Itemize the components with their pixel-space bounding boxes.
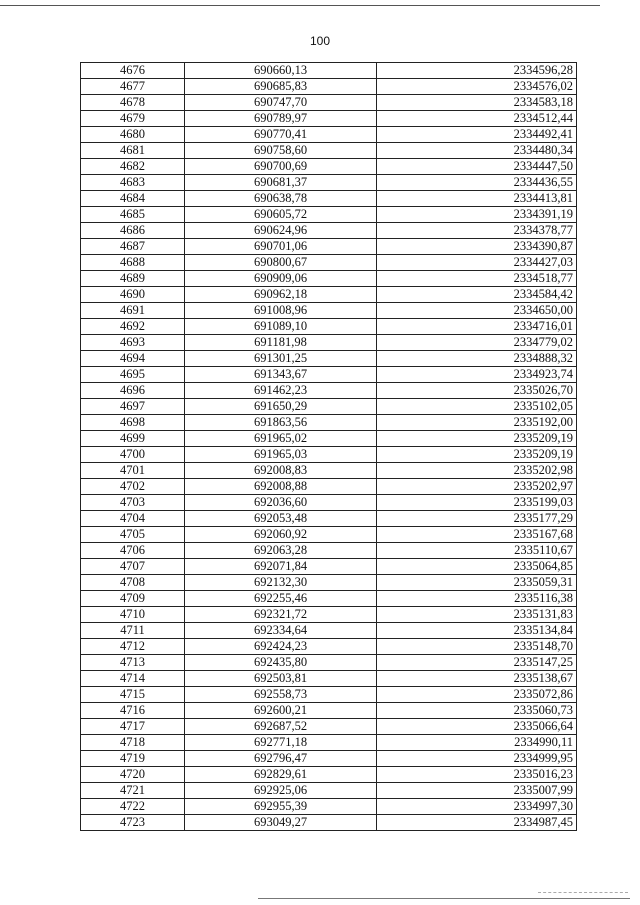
x-coordinate-cell: 692687,52 (185, 719, 377, 735)
table-row (81, 383, 577, 399)
y-coordinate-cell: 2334413,81 (377, 191, 577, 207)
table-row (81, 799, 577, 815)
point-number-cell: 4710 (81, 607, 185, 623)
y-coordinate-cell: 2334576,02 (377, 79, 577, 95)
table-row (81, 575, 577, 591)
point-number-cell: 4678 (81, 95, 185, 111)
y-coordinate-cell: 2334987,45 (377, 815, 577, 831)
x-coordinate-cell: 692435,80 (185, 655, 377, 671)
table-row (81, 127, 577, 143)
point-number-cell: 4711 (81, 623, 185, 639)
table-row (81, 159, 577, 175)
x-coordinate-cell: 692558,73 (185, 687, 377, 703)
table-row (81, 591, 577, 607)
y-coordinate-cell: 2334650,00 (377, 303, 577, 319)
y-coordinate-cell: 2335192,00 (377, 415, 577, 431)
y-coordinate-cell: 2335016,23 (377, 767, 577, 783)
point-number-cell: 4723 (81, 815, 185, 831)
y-coordinate-cell: 2335110,67 (377, 543, 577, 559)
x-coordinate-cell: 690681,37 (185, 175, 377, 191)
y-coordinate-cell: 2335202,97 (377, 479, 577, 495)
y-coordinate-cell: 2335059,31 (377, 575, 577, 591)
x-coordinate-cell: 692796,47 (185, 751, 377, 767)
scan-mark (538, 892, 628, 894)
table-row (81, 367, 577, 383)
table-row (81, 271, 577, 287)
x-coordinate-cell: 692132,30 (185, 575, 377, 591)
x-coordinate-cell: 691008,96 (185, 303, 377, 319)
point-number-cell: 4686 (81, 223, 185, 239)
table-row (81, 751, 577, 767)
y-coordinate-cell: 2334999,95 (377, 751, 577, 767)
x-coordinate-cell: 690638,78 (185, 191, 377, 207)
x-coordinate-cell: 691863,56 (185, 415, 377, 431)
table-row (81, 479, 577, 495)
table-row (81, 319, 577, 335)
x-coordinate-cell: 692503,81 (185, 671, 377, 687)
table-row (81, 607, 577, 623)
coordinates-table-body (81, 63, 577, 831)
table-row (81, 431, 577, 447)
x-coordinate-cell: 692955,39 (185, 799, 377, 815)
y-coordinate-cell: 2334584,42 (377, 287, 577, 303)
y-coordinate-cell: 2334779,02 (377, 335, 577, 351)
point-number-cell: 4679 (81, 111, 185, 127)
y-coordinate-cell: 2334990,11 (377, 735, 577, 751)
y-coordinate-cell: 2334888,32 (377, 351, 577, 367)
y-coordinate-cell: 2335167,68 (377, 527, 577, 543)
table-row (81, 63, 577, 79)
y-coordinate-cell: 2335134,84 (377, 623, 577, 639)
x-coordinate-cell: 693049,27 (185, 815, 377, 831)
x-coordinate-cell: 690800,67 (185, 255, 377, 271)
y-coordinate-cell: 2335202,98 (377, 463, 577, 479)
table-row (81, 191, 577, 207)
x-coordinate-cell: 690770,41 (185, 127, 377, 143)
point-number-cell: 4692 (81, 319, 185, 335)
x-coordinate-cell: 690701,06 (185, 239, 377, 255)
y-coordinate-cell: 2335060,73 (377, 703, 577, 719)
x-coordinate-cell: 690685,83 (185, 79, 377, 95)
x-coordinate-cell: 692925,06 (185, 783, 377, 799)
table-row (81, 175, 577, 191)
point-number-cell: 4715 (81, 687, 185, 703)
x-coordinate-cell: 691650,29 (185, 399, 377, 415)
y-coordinate-cell: 2335147,25 (377, 655, 577, 671)
y-coordinate-cell: 2335148,70 (377, 639, 577, 655)
table-row (81, 223, 577, 239)
point-number-cell: 4684 (81, 191, 185, 207)
point-number-cell: 4683 (81, 175, 185, 191)
point-number-cell: 4706 (81, 543, 185, 559)
point-number-cell: 4694 (81, 351, 185, 367)
y-coordinate-cell: 2335007,99 (377, 783, 577, 799)
point-number-cell: 4712 (81, 639, 185, 655)
table-row (81, 415, 577, 431)
table-row (81, 239, 577, 255)
y-coordinate-cell: 2335102,05 (377, 399, 577, 415)
point-number-cell: 4722 (81, 799, 185, 815)
point-number-cell: 4705 (81, 527, 185, 543)
top-rule (0, 5, 600, 6)
y-coordinate-cell: 2335064,85 (377, 559, 577, 575)
point-number-cell: 4695 (81, 367, 185, 383)
table-row (81, 255, 577, 271)
point-number-cell: 4676 (81, 63, 185, 79)
x-coordinate-cell: 690747,70 (185, 95, 377, 111)
x-coordinate-cell: 692053,48 (185, 511, 377, 527)
point-number-cell: 4714 (81, 671, 185, 687)
table-row (81, 543, 577, 559)
point-number-cell: 4693 (81, 335, 185, 351)
x-coordinate-cell: 692321,72 (185, 607, 377, 623)
table-row (81, 623, 577, 639)
point-number-cell: 4677 (81, 79, 185, 95)
x-coordinate-cell: 691462,23 (185, 383, 377, 399)
point-number-cell: 4702 (81, 479, 185, 495)
x-coordinate-cell: 690700,69 (185, 159, 377, 175)
table-row (81, 79, 577, 95)
point-number-cell: 4704 (81, 511, 185, 527)
x-coordinate-cell: 692255,46 (185, 591, 377, 607)
y-coordinate-cell: 2334447,50 (377, 159, 577, 175)
table-row (81, 671, 577, 687)
x-coordinate-cell: 690660,13 (185, 63, 377, 79)
x-coordinate-cell: 690758,60 (185, 143, 377, 159)
point-number-cell: 4701 (81, 463, 185, 479)
x-coordinate-cell: 691343,67 (185, 367, 377, 383)
y-coordinate-cell: 2335199,03 (377, 495, 577, 511)
table-row (81, 95, 577, 111)
table-row (81, 687, 577, 703)
y-coordinate-cell: 2334596,28 (377, 63, 577, 79)
point-number-cell: 4696 (81, 383, 185, 399)
y-coordinate-cell: 2335209,19 (377, 431, 577, 447)
x-coordinate-cell: 692008,88 (185, 479, 377, 495)
y-coordinate-cell: 2335131,83 (377, 607, 577, 623)
table-row (81, 287, 577, 303)
y-coordinate-cell: 2334391,19 (377, 207, 577, 223)
bottom-rule (258, 898, 630, 899)
y-coordinate-cell: 2335072,86 (377, 687, 577, 703)
table-row (81, 559, 577, 575)
y-coordinate-cell: 2335177,29 (377, 511, 577, 527)
point-number-cell: 4685 (81, 207, 185, 223)
x-coordinate-cell: 691301,25 (185, 351, 377, 367)
x-coordinate-cell: 690605,72 (185, 207, 377, 223)
point-number-cell: 4698 (81, 415, 185, 431)
y-coordinate-cell: 2334436,55 (377, 175, 577, 191)
point-number-cell: 4717 (81, 719, 185, 735)
point-number-cell: 4716 (81, 703, 185, 719)
y-coordinate-cell: 2335138,67 (377, 671, 577, 687)
table-row (81, 399, 577, 415)
y-coordinate-cell: 2334378,77 (377, 223, 577, 239)
y-coordinate-cell: 2334716,01 (377, 319, 577, 335)
x-coordinate-cell: 692600,21 (185, 703, 377, 719)
point-number-cell: 4689 (81, 271, 185, 287)
y-coordinate-cell: 2335209,19 (377, 447, 577, 463)
point-number-cell: 4700 (81, 447, 185, 463)
table-row (81, 111, 577, 127)
table-row (81, 815, 577, 831)
point-number-cell: 4699 (81, 431, 185, 447)
table-row (81, 303, 577, 319)
table-row (81, 735, 577, 751)
point-number-cell: 4690 (81, 287, 185, 303)
point-number-cell: 4703 (81, 495, 185, 511)
x-coordinate-cell: 692036,60 (185, 495, 377, 511)
table-row (81, 463, 577, 479)
table-row (81, 335, 577, 351)
x-coordinate-cell: 690962,18 (185, 287, 377, 303)
point-number-cell: 4681 (81, 143, 185, 159)
x-coordinate-cell: 692071,84 (185, 559, 377, 575)
table-row (81, 143, 577, 159)
point-number-cell: 4680 (81, 127, 185, 143)
point-number-cell: 4719 (81, 751, 185, 767)
y-coordinate-cell: 2334512,44 (377, 111, 577, 127)
table-row (81, 207, 577, 223)
y-coordinate-cell: 2334480,34 (377, 143, 577, 159)
y-coordinate-cell: 2335116,38 (377, 591, 577, 607)
y-coordinate-cell: 2334518,77 (377, 271, 577, 287)
point-number-cell: 4691 (81, 303, 185, 319)
y-coordinate-cell: 2335026,70 (377, 383, 577, 399)
y-coordinate-cell: 2335066,64 (377, 719, 577, 735)
table-row (81, 527, 577, 543)
point-number-cell: 4707 (81, 559, 185, 575)
coordinates-table (80, 62, 577, 831)
point-number-cell: 4682 (81, 159, 185, 175)
x-coordinate-cell: 692771,18 (185, 735, 377, 751)
point-number-cell: 4721 (81, 783, 185, 799)
table-row (81, 703, 577, 719)
table-row (81, 495, 577, 511)
table-row (81, 719, 577, 735)
table-row (81, 351, 577, 367)
x-coordinate-cell: 691181,98 (185, 335, 377, 351)
x-coordinate-cell: 691965,02 (185, 431, 377, 447)
x-coordinate-cell: 692060,92 (185, 527, 377, 543)
x-coordinate-cell: 692334,64 (185, 623, 377, 639)
table-row (81, 655, 577, 671)
y-coordinate-cell: 2334923,74 (377, 367, 577, 383)
point-number-cell: 4713 (81, 655, 185, 671)
point-number-cell: 4720 (81, 767, 185, 783)
y-coordinate-cell: 2334427,03 (377, 255, 577, 271)
y-coordinate-cell: 2334492,41 (377, 127, 577, 143)
y-coordinate-cell: 2334390,87 (377, 239, 577, 255)
point-number-cell: 4688 (81, 255, 185, 271)
point-number-cell: 4709 (81, 591, 185, 607)
point-number-cell: 4697 (81, 399, 185, 415)
point-number-cell: 4687 (81, 239, 185, 255)
x-coordinate-cell: 692829,61 (185, 767, 377, 783)
x-coordinate-cell: 690909,06 (185, 271, 377, 287)
table-row (81, 511, 577, 527)
table-row (81, 783, 577, 799)
x-coordinate-cell: 692063,28 (185, 543, 377, 559)
table-row (81, 767, 577, 783)
table-row (81, 447, 577, 463)
point-number-cell: 4708 (81, 575, 185, 591)
table-row (81, 639, 577, 655)
page-number: 100 (309, 34, 331, 48)
x-coordinate-cell: 692008,83 (185, 463, 377, 479)
x-coordinate-cell: 691089,10 (185, 319, 377, 335)
y-coordinate-cell: 2334583,18 (377, 95, 577, 111)
x-coordinate-cell: 692424,23 (185, 639, 377, 655)
y-coordinate-cell: 2334997,30 (377, 799, 577, 815)
x-coordinate-cell: 690624,96 (185, 223, 377, 239)
x-coordinate-cell: 690789,97 (185, 111, 377, 127)
point-number-cell: 4718 (81, 735, 185, 751)
x-coordinate-cell: 691965,03 (185, 447, 377, 463)
